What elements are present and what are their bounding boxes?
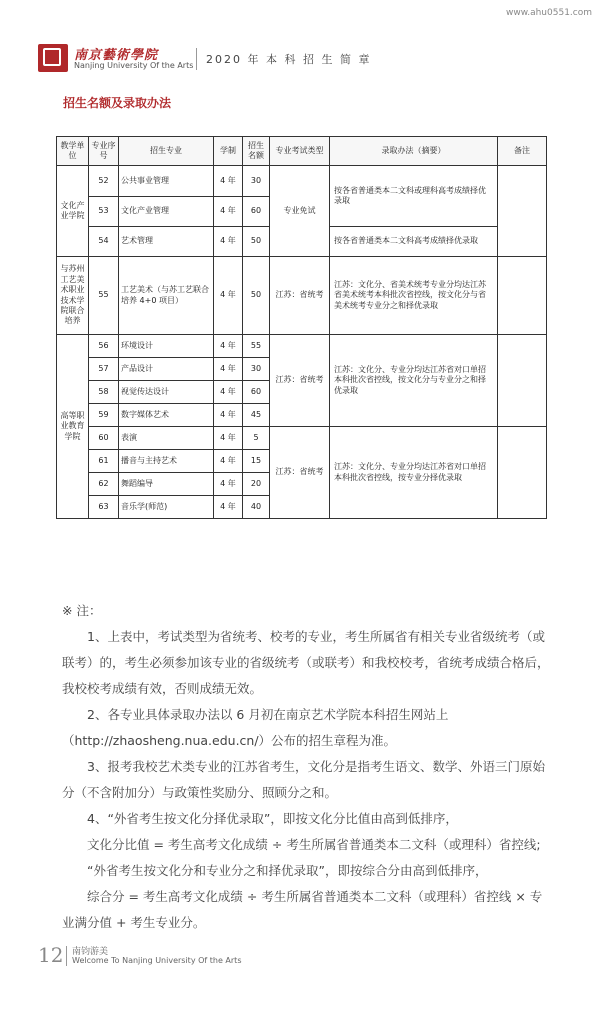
col-header-quota: 招生名额 [243,137,270,166]
remark-cell [498,427,547,519]
footer-slogan-cn: 南钧游美 [72,947,109,957]
no-cell: 61 [89,450,119,473]
years-cell: 4 年 [214,227,243,257]
quota-cell: 60 [243,197,270,227]
method-cell: 江苏：文化分、省美术统考专业分均达江苏省美术统考本科批次省控线，按文化分与省美术统考专业分之和择优录取 [330,257,498,335]
brochure-title: 2020 年 本 科 招 生 简 章 [206,53,372,66]
notes-section [62,598,550,936]
years-cell: 4 年 [214,496,243,519]
section-title: 招生名额及录取办法 [63,96,172,110]
years-cell: 4 年 [214,404,243,427]
admission-table [56,136,547,519]
years-cell: 4 年 [214,450,243,473]
unit-cell: 与苏州工艺美术职业技术学院联合培养 [57,257,89,335]
table-row [57,257,547,335]
col-header-unit: 教学单位 [57,137,89,166]
quota-cell: 50 [243,227,270,257]
major-cell: 艺术管理 [119,227,214,257]
col-header-exam: 专业考试类型 [270,137,330,166]
table-row [57,335,547,358]
years-cell: 4 年 [214,197,243,227]
no-cell: 58 [89,381,119,404]
major-cell: 文化产业管理 [119,197,214,227]
university-logo-en: Nanjing University Of the Arts [74,61,194,70]
remark-cell [498,166,547,257]
quota-cell: 20 [243,473,270,496]
years-cell: 4 年 [214,257,243,335]
no-cell: 63 [89,496,119,519]
major-cell: 播音与主持艺术 [119,450,214,473]
note-2: 2、各专业具体录取办法以 6 月初在南京艺术学院本科招生网站上（http://zhaosheng.nua.edu.cn/）公布的招生章程为准。 [62,707,449,748]
university-logo-cn: 南京藝術學院 [74,48,159,63]
no-cell: 53 [89,197,119,227]
col-header-major: 招生专业 [119,137,214,166]
table-header-row [57,137,547,166]
major-cell: 工艺美术（与苏工艺联合培养 4+0 项目） [119,257,214,335]
years-cell: 4 年 [214,358,243,381]
major-cell: 产品设计 [119,358,214,381]
years-cell: 4 年 [214,427,243,450]
note-4-formula-2: 综合分 = 考生高考文化成绩 ÷ 考生所属省普通类本二文科（或理科）省控线 × 专业满分值 + 考生专业分。 [62,889,543,930]
major-cell: 舞蹈编导 [119,473,214,496]
note-3: 3、报考我校艺术类专业的江苏省考生，文化分是指考生语文、数学、外语三门原始分（不含附加分）与政策性奖励分、照顾分之和。 [62,759,545,800]
site-watermark: www.ahu0551.com [505,8,592,18]
remark-cell [498,335,547,427]
footer-slogan-en: Welcome To Nanjing University Of the Arts [72,956,242,965]
method-cell: 按各省普通类本二文科或理科高考成绩择优录取 [330,166,498,227]
col-header-remark: 备注 [498,137,547,166]
quota-cell: 50 [243,257,270,335]
note-1: 1、上表中，考试类型为省统考、校考的专业，考生所属省有相关专业省级统考（或联考）的，考生必须参加该专业的省级统考（或联考）和我校校考，省统考成绩合格后，我校校考成绩有效，否则成绩无效。 [62,629,550,696]
note-4-intro: 4、“外省考生按文化分择优录取”，即按文化分比值由高到低排序， [87,811,458,826]
years-cell: 4 年 [214,473,243,496]
table-row [57,166,547,197]
quota-cell: 5 [243,427,270,450]
method-cell: 江苏：文化分、专业分均达江苏省对口单招本科批次省控线，按文化分与专业分之和择优录取 [330,335,498,427]
notes-heading: ※ 注： [62,603,102,618]
method-cell: 江苏：文化分、专业分均达江苏省对口单招本科批次省控线，按专业分择优录取 [330,427,498,519]
major-cell: 环境设计 [119,335,214,358]
major-cell: 数字媒体艺术 [119,404,214,427]
col-header-years: 学制 [214,137,243,166]
university-seal-icon [38,44,68,72]
no-cell: 59 [89,404,119,427]
page-header [38,44,568,72]
quota-cell: 60 [243,381,270,404]
exam-cell: 江苏：省统考 [270,427,330,519]
no-cell: 52 [89,166,119,197]
major-cell: 公共事业管理 [119,166,214,197]
years-cell: 4 年 [214,166,243,197]
col-header-method: 录取办法（摘要） [330,137,498,166]
years-cell: 4 年 [214,335,243,358]
col-header-no: 专业序号 [89,137,119,166]
quota-cell: 30 [243,166,270,197]
no-cell: 54 [89,227,119,257]
no-cell: 62 [89,473,119,496]
quota-cell: 15 [243,450,270,473]
no-cell: 56 [89,335,119,358]
major-cell: 音乐学(师范) [119,496,214,519]
method-cell: 按各省普通类本二文科高考成绩择优录取 [330,227,498,257]
remark-cell [498,257,547,335]
no-cell: 55 [89,257,119,335]
header-divider [196,48,197,70]
exam-cell: 专业免试 [270,166,330,257]
no-cell: 60 [89,427,119,450]
unit-cell: 高等职业教育学院 [57,335,89,519]
no-cell: 57 [89,358,119,381]
quota-cell: 45 [243,404,270,427]
note-4-formula-1: 文化分比值 = 考生高考文化成绩 ÷ 考生所属省普通类本二文科（或理科）省控线; [87,837,541,852]
footer-divider [66,946,67,966]
note-4-rule-2: “外省考生按文化分和专业分之和择优录取”，即按综合分由高到低排序， [87,863,488,878]
quota-cell: 30 [243,358,270,381]
table-row [57,427,547,450]
unit-cell: 文化产业学院 [57,166,89,257]
exam-cell: 江苏：省统考 [270,335,330,427]
exam-cell: 江苏：省统考 [270,257,330,335]
page-number: 12 [38,943,64,967]
quota-cell: 40 [243,496,270,519]
major-cell: 表演 [119,427,214,450]
major-cell: 视觉传达设计 [119,381,214,404]
years-cell: 4 年 [214,381,243,404]
quota-cell: 55 [243,335,270,358]
